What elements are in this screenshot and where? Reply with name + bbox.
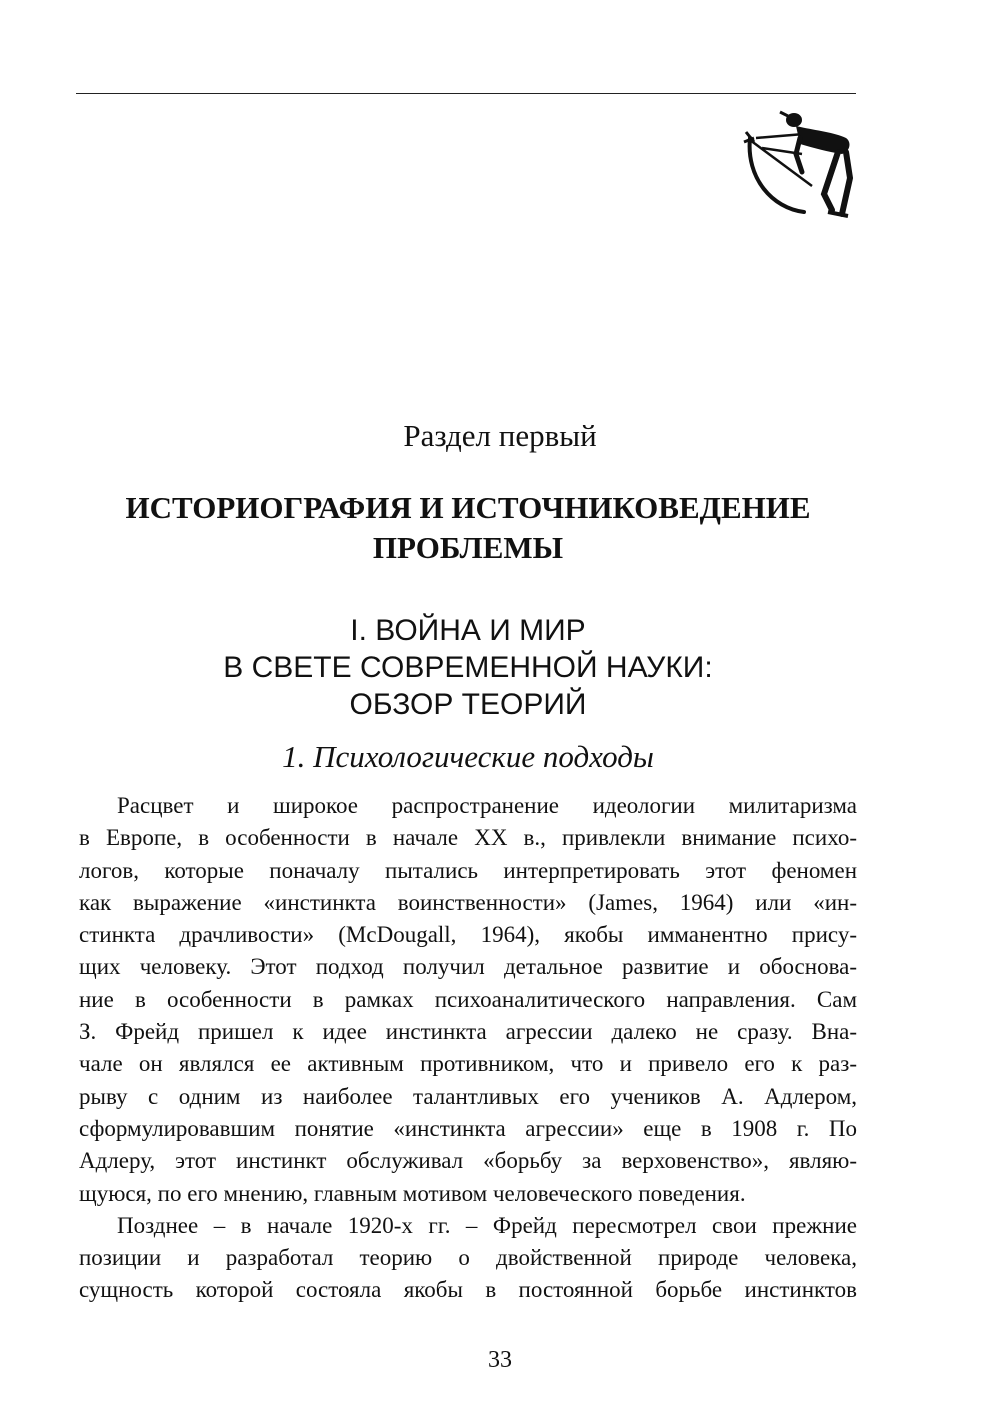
part-title-line: ПРОБЛЕМЫ xyxy=(372,530,564,565)
part-title xyxy=(80,488,856,568)
text-line: щих человеку. Этот подход получил детальное развитие и обоснова- xyxy=(79,954,857,980)
text-line: сформулировавшим понятие «инстинкта агрессии» еще в 1908 г. По xyxy=(79,1115,857,1141)
text-line: Позднее – в начале 1920-х гг. – Фрейд пересмотрел свои прежние xyxy=(117,1212,857,1238)
text-line: Адлеру, этот инстинкт обслуживал «борьбу за верховенство», являю- xyxy=(79,1148,857,1174)
text-line: рыву с одним из наиболее талантливых его учеников А. Адлером, xyxy=(79,1083,857,1109)
text-line: в Европе, в особенности в начале XX в., привлекли внимание психо- xyxy=(79,825,857,851)
paragraph xyxy=(79,790,857,1210)
chapter-title-line: ОБЗОР ТЕОРИЙ xyxy=(349,688,587,721)
text-line: щуюся, по его мнению, главным мотивом человеческого поведения. xyxy=(79,1180,746,1206)
text-line: ние в особенности в рамках психоаналитического направления. Сам xyxy=(79,986,857,1012)
paragraph xyxy=(79,1210,857,1307)
text-line: З. Фрейд пришел к идее инстинкта агрессии далеко не сразу. Вна- xyxy=(79,1019,857,1045)
text-line: позиции и разработал теорию о двойственной природе человека, xyxy=(79,1245,857,1271)
text-line: чале он являлся ее активным противником, что и привело его к раз- xyxy=(79,1051,857,1077)
chapter-title-line: I. ВОЙНА И МИР xyxy=(350,614,586,647)
section-label: Раздел первый xyxy=(403,418,597,453)
body-text xyxy=(79,790,857,1307)
chapter-title xyxy=(80,612,856,723)
subsection-title: 1. Психологические подходы xyxy=(282,739,654,774)
text-line: стинкта драчливости» (McDougall, 1964), якобы имманентно прису- xyxy=(79,922,857,948)
text-line: Расцвет и широкое распространение идеологии милитаризма xyxy=(117,793,857,818)
chapter-title-line: В СВЕТЕ СОВРЕМЕННОЙ НАУКИ: xyxy=(223,651,713,684)
text-line: как выражение «инстинкта воинственности» (James, 1964) или «ин- xyxy=(79,889,857,915)
text-line: сущность которой состояла якобы в постоянной борьбе инстинктов xyxy=(79,1277,857,1303)
page-number: 33 xyxy=(488,1347,512,1373)
text-line: логов, которые поначалу пытались интерпретировать этот феномен xyxy=(79,857,857,883)
archer-figure-icon xyxy=(742,108,860,220)
part-title-line: ИСТОРИОГРАФИЯ И ИСТОЧНИКОВЕДЕНИЕ xyxy=(125,490,811,525)
header-rule xyxy=(76,93,856,94)
